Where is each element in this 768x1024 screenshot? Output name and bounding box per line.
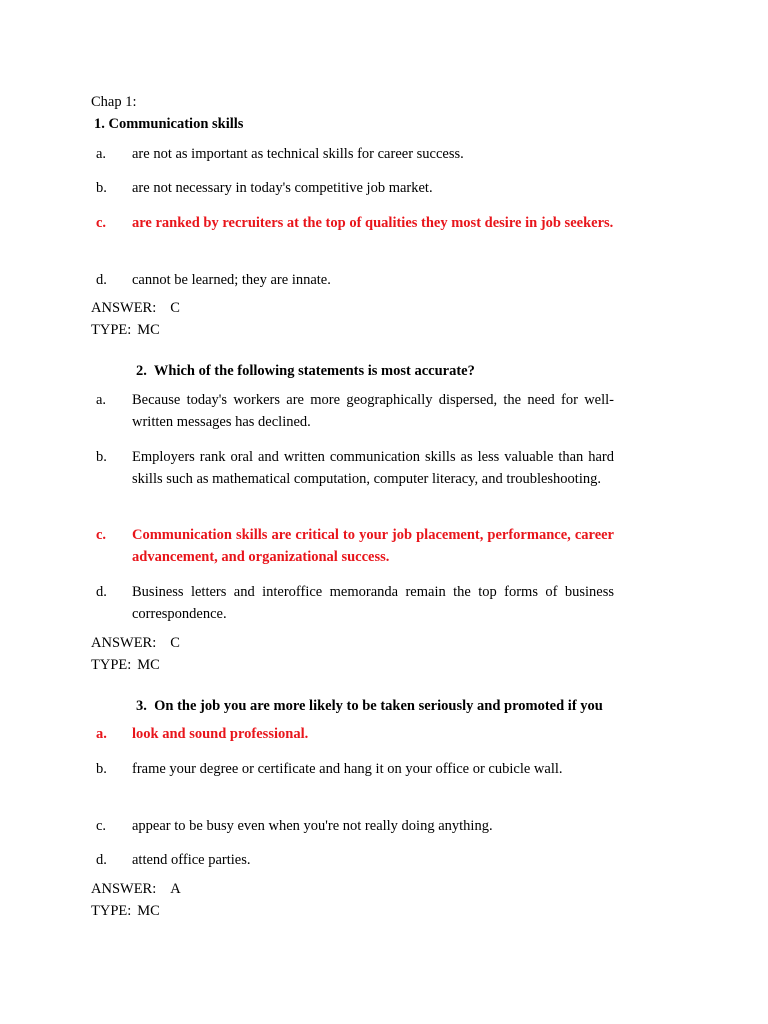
answer-line [91,878,181,900]
option-text-correct: are ranked by recruiters at the top of qualities they most desire in job seekers. [132,215,614,231]
question-stem: Communication skills [108,116,244,132]
option-letter-correct: c. [96,527,107,543]
option-letter: b. [96,180,107,196]
question-1-title [94,116,243,133]
type-label: TYPE: [91,657,132,673]
question-number: 1. [94,116,105,132]
option-letter: d. [96,584,107,600]
type-line [91,900,160,922]
option-text: Business letters and interoffice memoranda remain the top forms of business correspondence. [132,584,614,622]
option-letter: a. [96,392,107,408]
type-value: MC [137,322,160,338]
option-text: Employers rank oral and written communication skills as less valuable than hard skills such as mathematical computation, computer literacy, and troubleshooting. [132,449,614,487]
option-letter: d. [96,272,107,288]
option-text: Because today's workers are more geographically dispersed, the need for well-written messages has declined. [132,392,614,430]
option-text: attend office parties. [132,852,251,868]
option-text-correct: look and sound professional. [132,726,309,742]
answer-value: C [170,300,180,316]
type-line [91,319,160,341]
option-letter: d. [96,852,107,868]
option-letter-correct: a. [96,726,107,742]
question-3-title [136,698,603,715]
option-text: frame your degree or certificate and hang it on your office or cubicle wall. [132,761,563,777]
answer-line [91,297,180,319]
question-number: 2. [136,363,147,379]
question-stem: Which of the following statements is most accurate? [153,363,475,379]
option-letter-correct: c. [96,215,107,231]
option-letter: b. [96,449,107,465]
option-letter: b. [96,761,107,777]
chapter-heading: Chap 1: [91,94,137,110]
option-text: appear to be busy even when you're not really doing anything. [132,818,493,834]
answer-line [91,632,180,654]
type-value: MC [137,657,160,673]
answer-label: ANSWER: [91,635,157,651]
answer-label: ANSWER: [91,300,157,316]
option-text: are not as important as technical skills for career success. [132,146,464,162]
option-letter: a. [96,146,107,162]
option-text-correct: Communication skills are critical to your job placement, performance, career advancement, and organizational success. [132,527,614,565]
question-number: 3. [136,698,147,714]
type-value: MC [137,903,160,919]
type-label: TYPE: [91,322,132,338]
question-stem: On the job you are more likely to be taken seriously and promoted if you [154,698,603,714]
option-letter: c. [96,818,107,834]
type-line [91,654,160,676]
question-2-title [136,363,475,380]
answer-value: A [170,881,181,897]
type-label: TYPE: [91,903,132,919]
answer-value: C [170,635,180,651]
option-text: cannot be learned; they are innate. [132,272,331,288]
option-text: are not necessary in today's competitive job market. [132,180,433,196]
answer-label: ANSWER: [91,881,157,897]
